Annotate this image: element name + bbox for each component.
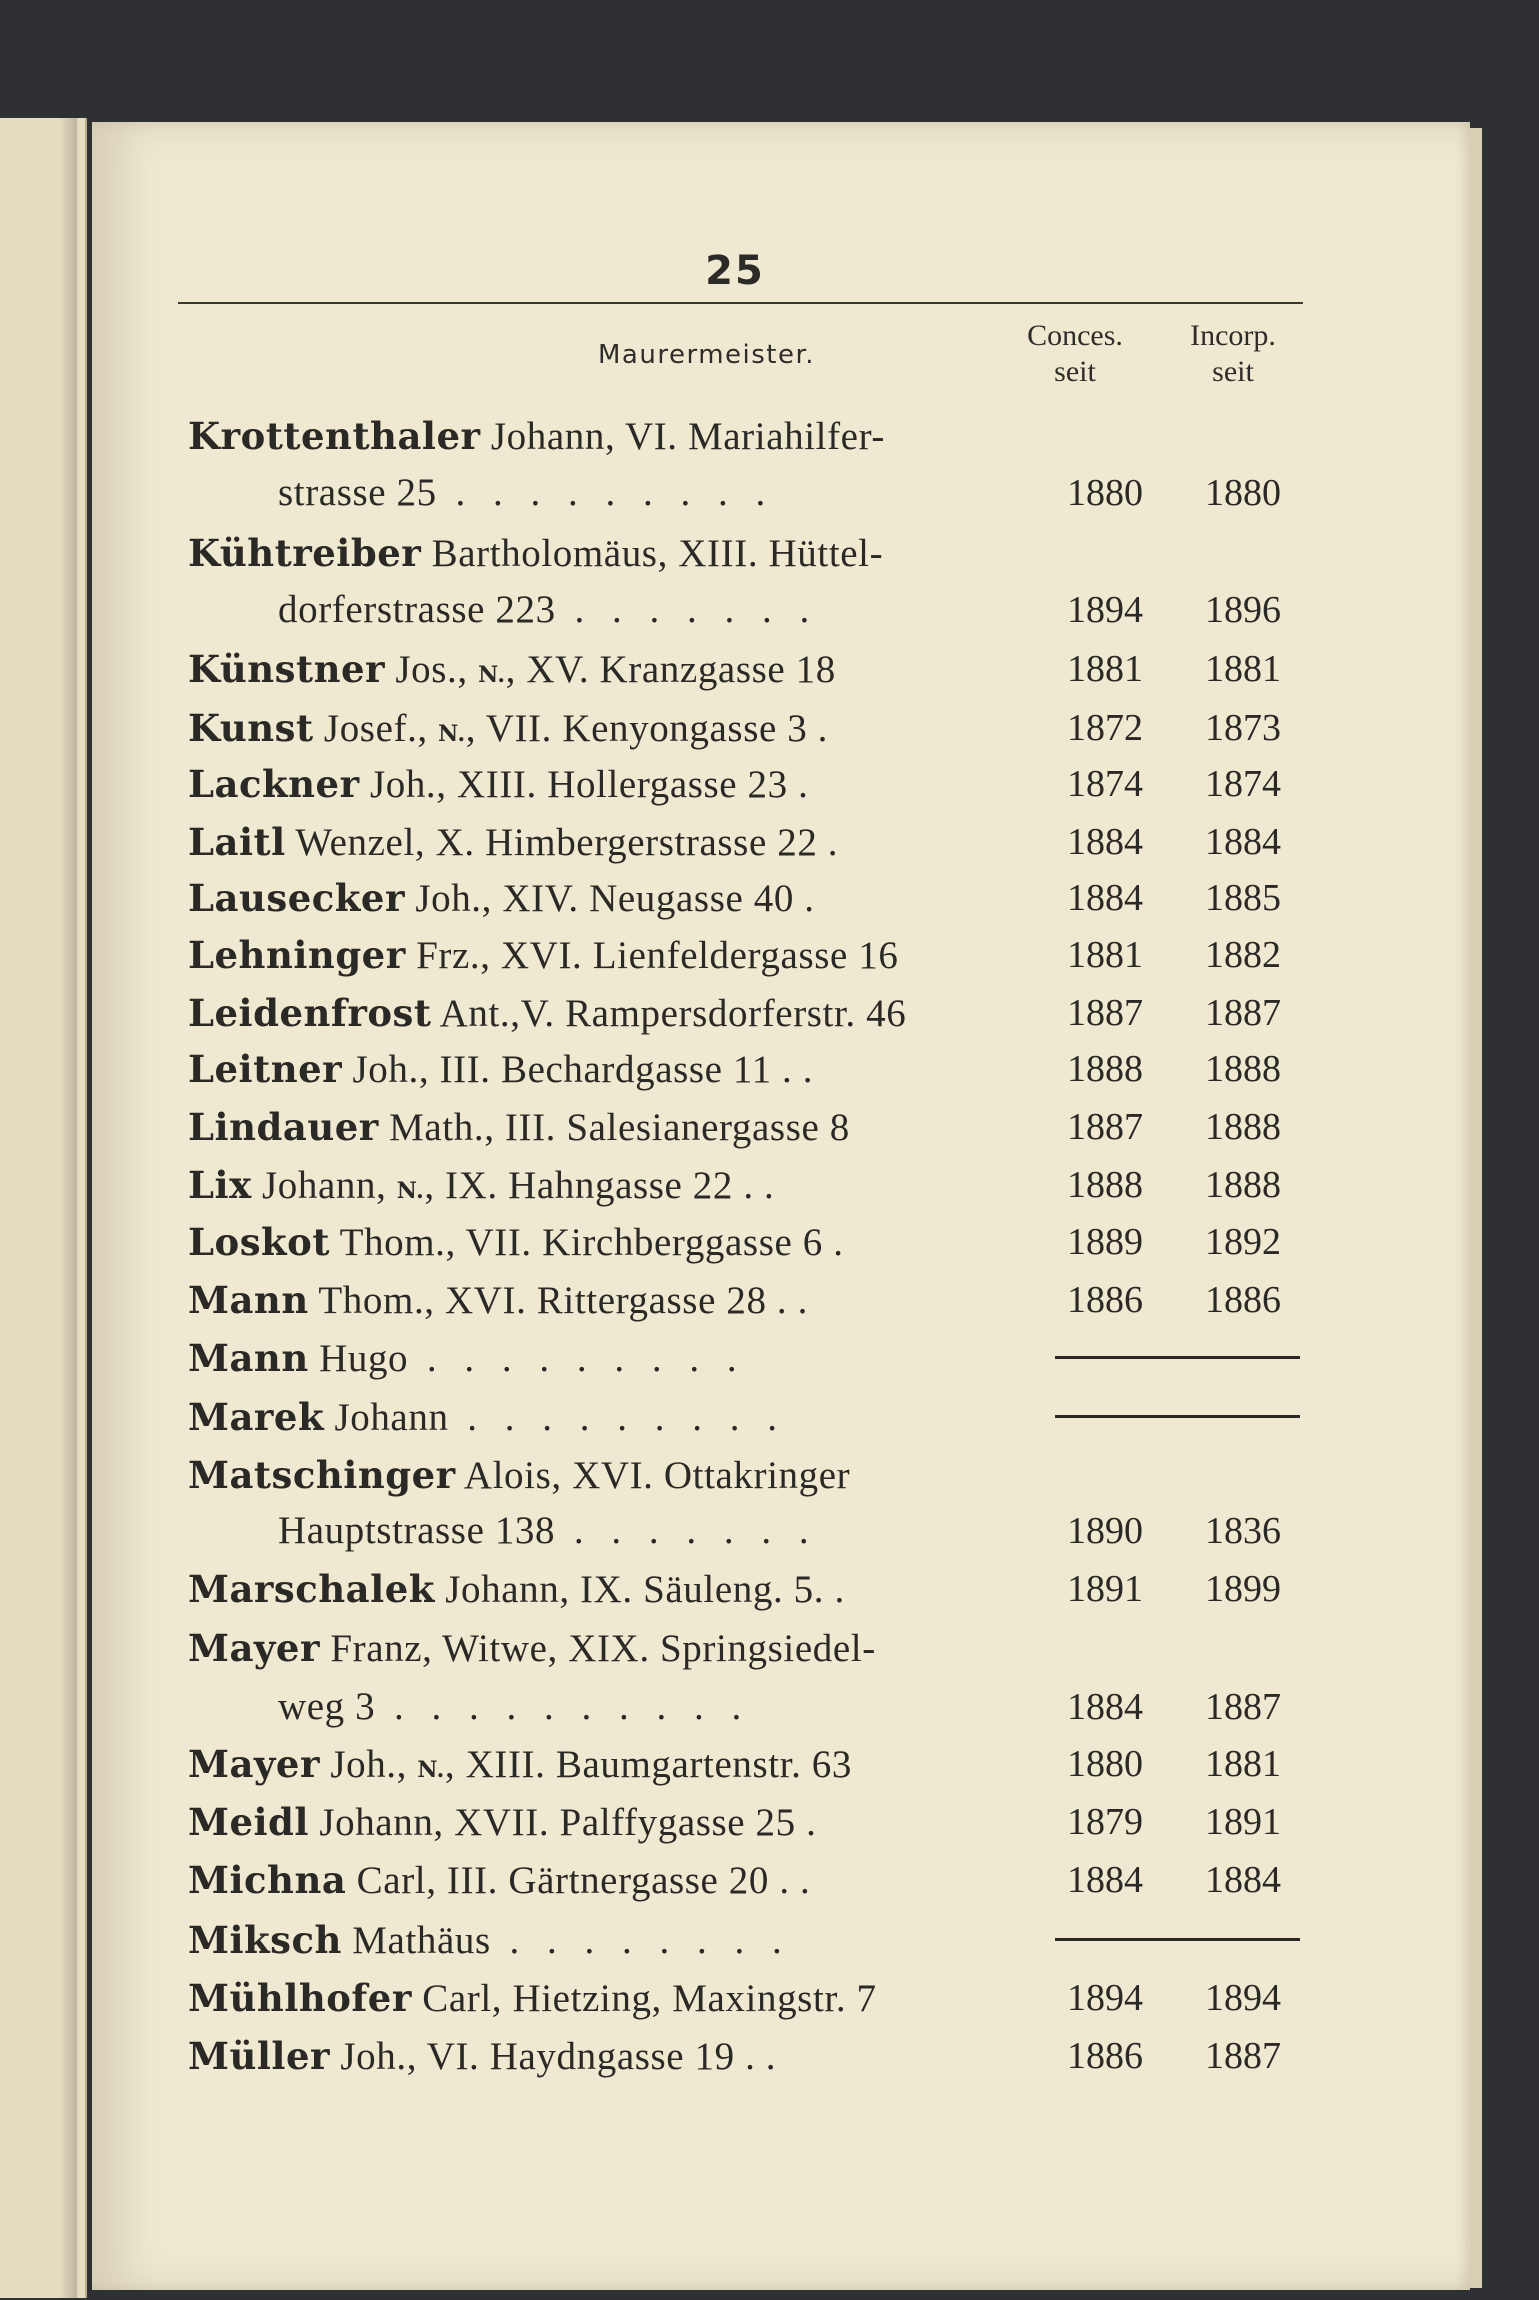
address: Johann xyxy=(324,1396,449,1439)
entry-text xyxy=(188,525,883,582)
entry-text xyxy=(188,408,885,465)
concession-year: 1879 xyxy=(1067,1801,1143,1843)
entry-text xyxy=(188,1214,844,1271)
leader-dots: . . . . . . . . xyxy=(490,1919,791,1962)
leader-dots: . . . . . . . . . xyxy=(448,1396,787,1439)
address: Carl, III. Gärtnergasse 20 . . xyxy=(346,1859,811,1902)
address-cont: , XV. Kranzgasse 18 xyxy=(505,648,836,691)
entry-text xyxy=(278,1503,818,1559)
entry-line xyxy=(0,1912,1539,1968)
entry-text xyxy=(188,1912,791,1969)
incorporation-year: 1899 xyxy=(1205,1568,1281,1610)
entry-line xyxy=(0,1447,1539,1503)
address-cont: , VII. Kenyongasse 3 . xyxy=(465,707,829,750)
address: Alois, XVI. Ottakringer xyxy=(455,1454,851,1497)
entry-text xyxy=(188,1157,774,1219)
concession-year: 1880 xyxy=(1067,472,1143,514)
surname: Künstner xyxy=(188,647,386,691)
entry-text xyxy=(278,1679,750,1735)
address: weg 3 xyxy=(278,1685,376,1728)
surname: Kühtreiber xyxy=(188,531,422,575)
surname: Marschalek xyxy=(188,1567,435,1611)
surname: Laitl xyxy=(188,820,286,864)
address-cont: , XIII. Baumgartenstr. 63 xyxy=(444,1743,852,1786)
leader-dots: . . . . . . . xyxy=(555,588,819,631)
address: Johann, VI. Mariahilfer- xyxy=(480,415,885,458)
address: Franz, Witwe, XIX. Springsiedel- xyxy=(319,1627,876,1670)
address: Johann, IX. Säuleng. 5. . xyxy=(434,1568,845,1611)
incorporation-year: 1888 xyxy=(1205,1048,1281,1090)
incorporation-year: 1887 xyxy=(1205,1686,1281,1728)
entry-line xyxy=(0,814,1539,870)
entry-text xyxy=(188,985,906,1042)
entry-text xyxy=(188,1561,845,1618)
surname: Lausecker xyxy=(188,876,405,920)
incorporation-year: 1881 xyxy=(1205,1743,1281,1785)
entry-text xyxy=(188,870,815,927)
column-header-incorp-line2: seit xyxy=(1212,355,1254,388)
concession-year: 1884 xyxy=(1067,1686,1143,1728)
entry-text xyxy=(188,641,836,703)
address: Joh., XIII. Hollergasse 23 . xyxy=(359,763,809,806)
address: strasse 25 xyxy=(278,471,437,514)
surname: Marek xyxy=(188,1395,325,1439)
leader-dots: . . . . . . . xyxy=(555,1509,818,1552)
address: Johann, XVII. Palffygasse 25 . xyxy=(308,1801,817,1844)
column-header-incorp-line1: Incorp. xyxy=(1190,319,1276,352)
entry-line xyxy=(0,1330,1539,1386)
address-cont: , IX. Hahngasse 22 . . xyxy=(424,1164,775,1207)
surname: Mayer xyxy=(188,1626,320,1670)
leader-dots: . . . . . . . . . xyxy=(408,1337,746,1380)
entry-line xyxy=(0,1214,1539,1270)
concession-year: 1888 xyxy=(1067,1164,1143,1206)
surname: Michna xyxy=(188,1858,347,1902)
address: Johann, xyxy=(251,1164,397,1207)
surname: Lindauer xyxy=(188,1105,379,1149)
address: Joh., XIV. Neugasse 40 . xyxy=(404,877,815,920)
entry-line xyxy=(0,582,1539,638)
concession-year: 1894 xyxy=(1067,1977,1143,2019)
incorporation-year: 1894 xyxy=(1205,1977,1281,2019)
surname: Lehninger xyxy=(188,933,406,977)
incorporation-year: 1888 xyxy=(1205,1164,1281,1206)
incorporation-year: 1873 xyxy=(1205,707,1281,749)
column-header-conces-line1: Conces. xyxy=(1027,319,1123,352)
surname: Meidl xyxy=(188,1800,309,1844)
incorporation-year: 1880 xyxy=(1205,472,1281,514)
surname: Krottenthaler xyxy=(188,414,481,458)
entry-text xyxy=(188,1447,850,1504)
surname: Leitner xyxy=(188,1047,343,1091)
entry-line xyxy=(0,1679,1539,1735)
incorporation-year: 1882 xyxy=(1205,934,1281,976)
entry-text xyxy=(188,1330,746,1387)
entry-text xyxy=(188,1794,816,1851)
address: Ant.,V. Rampersdorferstr. 46 xyxy=(431,992,907,1035)
surname: Matschinger xyxy=(188,1453,456,1497)
entry-line xyxy=(0,756,1539,812)
concession-year: 1884 xyxy=(1067,821,1143,863)
entry-text xyxy=(188,814,838,871)
address: Carl, Hietzing, Maxingstr. 7 xyxy=(411,1977,877,2020)
entry-line xyxy=(0,408,1539,464)
column-header-conces-line2: seit xyxy=(1054,355,1096,388)
entry-text xyxy=(188,700,828,762)
surname: Miksch xyxy=(188,1918,342,1962)
entry-text xyxy=(188,2028,776,2085)
concession-year: 1891 xyxy=(1067,1568,1143,1610)
leader-dots: . . . . . . . . . . xyxy=(375,1685,751,1728)
entry-line xyxy=(0,1389,1539,1445)
entry-text xyxy=(188,1041,813,1098)
incorporation-year: 1886 xyxy=(1205,1279,1281,1321)
entry-line xyxy=(0,641,1539,697)
concession-year: 1884 xyxy=(1067,1859,1143,1901)
no-date-dash xyxy=(1055,1415,1300,1418)
entry-text xyxy=(188,1620,876,1677)
entry-line xyxy=(0,1970,1539,2026)
section-title: Maurermeister. xyxy=(598,340,816,370)
concession-year: 1890 xyxy=(1067,1510,1143,1552)
no-date-dash xyxy=(1055,1938,1300,1941)
concession-year: 1889 xyxy=(1067,1221,1143,1263)
entry-text xyxy=(188,756,808,813)
entry-line xyxy=(0,870,1539,926)
surname: Mann xyxy=(188,1336,309,1380)
entry-line xyxy=(0,1852,1539,1908)
entry-text xyxy=(278,582,818,638)
entry-text xyxy=(278,465,774,521)
concession-year: 1881 xyxy=(1067,934,1143,976)
address: Math., III. Salesianergasse 8 xyxy=(378,1106,850,1149)
address: Hugo xyxy=(308,1337,409,1380)
concession-year: 1888 xyxy=(1067,1048,1143,1090)
incorporation-year: 1896 xyxy=(1205,589,1281,631)
address: dorferstrasse 223 xyxy=(278,588,556,631)
concession-year: 1886 xyxy=(1067,1279,1143,1321)
address: Joh., xyxy=(319,1743,418,1786)
entry-line xyxy=(0,1157,1539,1213)
address: Jos., xyxy=(385,648,479,691)
concession-year: 1887 xyxy=(1067,1106,1143,1148)
entry-text xyxy=(188,1736,852,1798)
concession-year: 1887 xyxy=(1067,992,1143,1034)
entry-line xyxy=(0,700,1539,756)
concession-year: 1881 xyxy=(1067,648,1143,690)
entry-line xyxy=(0,1620,1539,1676)
incorporation-year: 1884 xyxy=(1205,1859,1281,1901)
surname: Kunst xyxy=(188,706,314,750)
incorporation-year: 1836 xyxy=(1205,1510,1281,1552)
address: Thom., VII. Kirchberggasse 6 . xyxy=(329,1221,844,1264)
concession-year: 1872 xyxy=(1067,707,1143,749)
surname: Mann xyxy=(188,1278,309,1322)
entry-text xyxy=(188,1389,786,1446)
entry-line xyxy=(0,525,1539,581)
surname: Mühlhofer xyxy=(188,1976,412,2020)
address: Joh., III. Bechardgasse 11 . . xyxy=(342,1048,814,1091)
concession-year: 1874 xyxy=(1067,763,1143,805)
incorporation-year: 1885 xyxy=(1205,877,1281,919)
address: Joh., VI. Haydngasse 19 . . xyxy=(330,2035,777,2078)
incorporation-year: 1887 xyxy=(1205,2035,1281,2077)
address: Hauptstrasse 138 xyxy=(278,1509,556,1552)
surname: Lix xyxy=(188,1163,252,1207)
surname: Leidenfrost xyxy=(188,991,432,1035)
entry-line xyxy=(0,927,1539,983)
entry-line xyxy=(0,1794,1539,1850)
n-marker: N. xyxy=(417,1757,445,1783)
entry-text xyxy=(188,1852,810,1909)
leader-dots: . . . . . . . . . xyxy=(436,471,775,514)
address: Wenzel, X. Himbergerstrasse 22 . xyxy=(285,821,839,864)
entry-text xyxy=(188,1272,808,1329)
address: Thom., XVI. Rittergasse 28 . . xyxy=(308,1279,808,1322)
entry-line xyxy=(0,1272,1539,1328)
address: Frz., XVI. Lienfeldergasse 16 xyxy=(405,934,899,977)
concession-year: 1880 xyxy=(1067,1743,1143,1785)
address: Bartholomäus, XIII. Hüttel- xyxy=(421,532,884,575)
incorporation-year: 1892 xyxy=(1205,1221,1281,1263)
entry-line xyxy=(0,465,1539,521)
entry-line xyxy=(0,1503,1539,1559)
incorporation-year: 1891 xyxy=(1205,1801,1281,1843)
entry-text xyxy=(188,1099,850,1156)
no-date-dash xyxy=(1055,1356,1300,1359)
entry-line xyxy=(0,2028,1539,2084)
entry-line xyxy=(0,1561,1539,1617)
n-marker: N. xyxy=(478,662,506,688)
concession-year: 1884 xyxy=(1067,877,1143,919)
surname: Müller xyxy=(188,2034,331,2078)
n-marker: N. xyxy=(438,721,466,747)
entry-line xyxy=(0,985,1539,1041)
entry-line xyxy=(0,1099,1539,1155)
surname: Lackner xyxy=(188,762,360,806)
concession-year: 1886 xyxy=(1067,2035,1143,2077)
incorporation-year: 1874 xyxy=(1205,763,1281,805)
incorporation-year: 1887 xyxy=(1205,992,1281,1034)
page-number: 25 xyxy=(705,248,765,294)
address: Josef., xyxy=(313,707,439,750)
entry-line xyxy=(0,1041,1539,1097)
entry-text xyxy=(188,1970,877,2027)
entry-text xyxy=(188,927,898,984)
incorporation-year: 1884 xyxy=(1205,821,1281,863)
incorporation-year: 1881 xyxy=(1205,648,1281,690)
incorporation-year: 1888 xyxy=(1205,1106,1281,1148)
address: Mathäus xyxy=(341,1919,491,1962)
concession-year: 1894 xyxy=(1067,589,1143,631)
surname: Mayer xyxy=(188,1742,320,1786)
surname: Loskot xyxy=(188,1220,330,1264)
n-marker: N. xyxy=(396,1178,425,1204)
entry-line xyxy=(0,1736,1539,1792)
